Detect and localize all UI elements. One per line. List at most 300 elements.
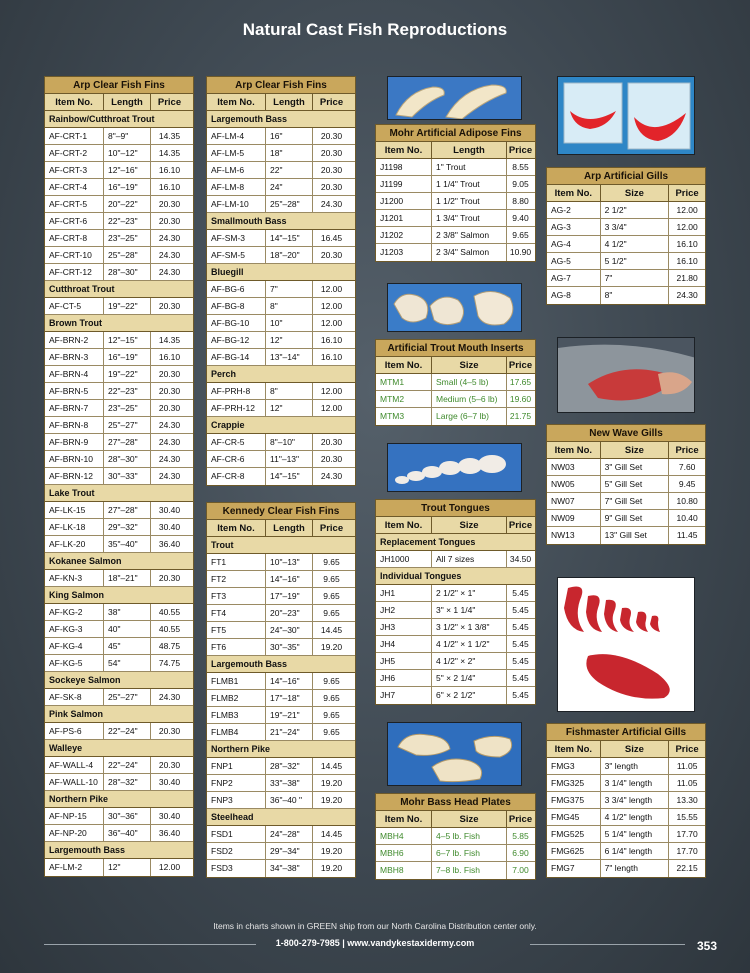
item-number: FNP3 bbox=[207, 792, 266, 808]
item-price: 10.40 bbox=[676, 513, 698, 523]
item-size: 9" Gill Set bbox=[601, 510, 670, 526]
table-row bbox=[45, 638, 193, 655]
item-number: MBH6 bbox=[376, 845, 432, 861]
item-size: 18"–21" bbox=[104, 570, 151, 586]
table-row bbox=[45, 502, 193, 519]
item-size: 4 1/2" bbox=[601, 236, 670, 252]
footer-shipping-note: Items in charts shown in GREEN ship from our North Carolina Distribution center only. bbox=[213, 921, 537, 931]
item-number: AF-LM-4 bbox=[207, 128, 266, 144]
item-number: AF-CRT-3 bbox=[45, 162, 104, 178]
table-row bbox=[207, 196, 355, 213]
table-row bbox=[45, 179, 193, 196]
column-header: Item No. bbox=[376, 357, 432, 373]
item-size: 1 1/4" Trout bbox=[432, 176, 507, 192]
item-price: 24.30 bbox=[676, 290, 698, 300]
species-subheader: Walleye bbox=[45, 740, 193, 757]
table-row bbox=[376, 176, 535, 193]
table-row bbox=[376, 862, 535, 879]
item-size: 12" bbox=[266, 400, 313, 416]
item-number: AF-WALL-4 bbox=[45, 757, 104, 773]
item-price: 14.45 bbox=[320, 761, 343, 771]
item-number: MTM1 bbox=[376, 374, 432, 390]
species-subheader: Steelhead bbox=[207, 809, 355, 826]
item-size: 11"–13" bbox=[266, 451, 313, 467]
table-header-row bbox=[207, 520, 355, 537]
footer-contact: 1-800-279-7985 | www.vandykestaxidermy.com bbox=[275, 938, 475, 948]
item-size: 10"–13" bbox=[266, 554, 313, 570]
item-price: 20.30 bbox=[158, 726, 181, 736]
item-number: AF-BRN-5 bbox=[45, 383, 104, 399]
item-price: 20.30 bbox=[320, 148, 343, 158]
item-number: AF-BRN-4 bbox=[45, 366, 104, 382]
item-price: 20.30 bbox=[158, 369, 181, 379]
item-number: AF-LM-2 bbox=[45, 859, 104, 876]
item-price: 14.35 bbox=[158, 335, 181, 345]
item-size: 4 1/2" × 1 1/2" bbox=[432, 636, 507, 652]
species-subheader: Northern Pike bbox=[45, 791, 193, 808]
table-row bbox=[207, 179, 355, 196]
item-size: 17"–18" bbox=[266, 690, 313, 706]
column-header: Size bbox=[601, 741, 670, 757]
item-number: AF-CRT-12 bbox=[45, 264, 104, 280]
species-subheader: Sockeye Salmon bbox=[45, 672, 193, 689]
species-subheader: King Salmon bbox=[45, 587, 193, 604]
item-size: 22"–23" bbox=[104, 383, 151, 399]
item-size: 17"–19" bbox=[266, 588, 313, 604]
table-row bbox=[376, 687, 535, 704]
item-price: 5.45 bbox=[512, 622, 529, 632]
item-size: 36"–40 " bbox=[266, 792, 313, 808]
item-size: 25"–27" bbox=[104, 417, 151, 433]
item-number: AF-CRT-8 bbox=[45, 230, 104, 246]
item-price: 20.30 bbox=[320, 182, 343, 192]
item-size: 7" bbox=[266, 281, 313, 297]
item-number: J1203 bbox=[376, 244, 432, 261]
table-row bbox=[45, 366, 193, 383]
item-number: JH4 bbox=[376, 636, 432, 652]
item-price: 24.30 bbox=[158, 233, 181, 243]
table-row bbox=[207, 758, 355, 775]
table-header-row bbox=[547, 442, 705, 459]
item-price: 5.45 bbox=[512, 673, 529, 683]
column-header: Size bbox=[601, 442, 670, 458]
item-price: 16.10 bbox=[676, 239, 698, 249]
column-header: Size bbox=[432, 517, 507, 533]
table-row bbox=[547, 510, 705, 527]
item-price: 24.30 bbox=[320, 471, 343, 481]
species-subheader: Smallmouth Bass bbox=[207, 213, 355, 230]
item-size: 38" bbox=[104, 604, 151, 620]
column-header: Size bbox=[432, 811, 507, 827]
item-size: 3 1/4" length bbox=[601, 775, 670, 791]
column-header: Price bbox=[157, 97, 182, 108]
item-price: 19.20 bbox=[320, 795, 343, 805]
item-number: NW09 bbox=[547, 510, 601, 526]
column-header: Item No. bbox=[547, 185, 601, 201]
table-row bbox=[376, 636, 535, 653]
item-number: MTM2 bbox=[376, 391, 432, 407]
table-row bbox=[45, 825, 193, 842]
item-size: 14"–15" bbox=[266, 468, 313, 485]
column-header: Price bbox=[508, 360, 533, 371]
item-size: 7–8 lb. Fish bbox=[432, 862, 507, 879]
column-header: Length bbox=[266, 520, 313, 536]
item-price: 20.30 bbox=[158, 199, 181, 209]
table-row bbox=[207, 281, 355, 298]
item-size: 21"–24" bbox=[266, 724, 313, 740]
item-price: 5.45 bbox=[512, 656, 529, 666]
item-size: 2 1/2" bbox=[601, 202, 670, 218]
table-header-row bbox=[376, 142, 535, 159]
item-price: 5.45 bbox=[512, 639, 529, 649]
item-number: NW05 bbox=[547, 476, 601, 492]
item-number: AF-BRN-7 bbox=[45, 400, 104, 416]
table-header-row bbox=[376, 811, 535, 828]
item-size: 33"–38" bbox=[266, 775, 313, 791]
column-header: Length bbox=[104, 94, 151, 110]
item-price: 12.00 bbox=[320, 403, 343, 413]
item-price: 30.40 bbox=[158, 811, 181, 821]
column-header: Price bbox=[508, 145, 533, 156]
page-title: Natural Cast Fish Reproductions bbox=[242, 20, 508, 39]
item-size: 3 3/4" length bbox=[601, 792, 670, 808]
item-size: 7" length bbox=[601, 860, 670, 877]
item-price: 24.30 bbox=[158, 267, 181, 277]
item-price: 12.00 bbox=[676, 205, 698, 215]
item-number: AG-5 bbox=[547, 253, 601, 269]
table-row bbox=[45, 723, 193, 740]
item-number: AG-3 bbox=[547, 219, 601, 235]
column-header: Price bbox=[675, 445, 699, 456]
item-size: 54" bbox=[104, 655, 151, 671]
table-row bbox=[547, 527, 705, 544]
table-row bbox=[207, 605, 355, 622]
item-size: 8" bbox=[266, 298, 313, 314]
table-header-row bbox=[547, 185, 705, 202]
table-row bbox=[207, 826, 355, 843]
item-number: AF-KN-3 bbox=[45, 570, 104, 586]
item-size: 30"–35" bbox=[266, 639, 313, 655]
table-arp-clear-fish-fins-2 bbox=[206, 76, 356, 486]
table-row bbox=[547, 843, 705, 860]
table-row bbox=[376, 408, 535, 425]
head-plates-image bbox=[387, 722, 522, 786]
item-size: 7" Gill Set bbox=[601, 493, 670, 509]
item-number: AF-LK-15 bbox=[45, 502, 104, 518]
item-price: 8.55 bbox=[512, 162, 529, 172]
item-price: 9.45 bbox=[678, 479, 696, 489]
item-number: FSD1 bbox=[207, 826, 266, 842]
item-price: 9.05 bbox=[512, 179, 529, 189]
item-number: AF-BG-8 bbox=[207, 298, 266, 314]
table-row bbox=[376, 845, 535, 862]
item-size: 20"–23" bbox=[266, 605, 313, 621]
item-price: 16.10 bbox=[158, 165, 181, 175]
table-title: Trout Tongues bbox=[376, 500, 535, 517]
item-size: 8" bbox=[601, 287, 670, 304]
item-number: MTM3 bbox=[376, 408, 432, 425]
item-price: 20.30 bbox=[320, 250, 343, 260]
table-row bbox=[45, 332, 193, 349]
item-size: 3" length bbox=[601, 758, 670, 774]
item-number: AF-CR-8 bbox=[207, 468, 266, 485]
table-header-row bbox=[376, 357, 535, 374]
item-size: 14"–16" bbox=[266, 673, 313, 689]
table-row bbox=[547, 236, 705, 253]
item-number: JH1000 bbox=[376, 551, 432, 567]
table-row bbox=[547, 493, 705, 510]
table-row bbox=[207, 724, 355, 741]
item-price: 21.80 bbox=[676, 273, 698, 283]
item-number: FMG7 bbox=[547, 860, 601, 877]
page-number: 353 bbox=[697, 939, 718, 953]
item-number: FLMB2 bbox=[207, 690, 266, 706]
item-price: 16.10 bbox=[320, 335, 343, 345]
table-row bbox=[207, 860, 355, 877]
item-price: 24.30 bbox=[158, 437, 181, 447]
item-price: 19.20 bbox=[320, 863, 343, 873]
item-number: AG-7 bbox=[547, 270, 601, 286]
red-gills-image bbox=[557, 577, 695, 712]
species-subheader: Largemouth Bass bbox=[207, 656, 355, 673]
table-row bbox=[376, 227, 535, 244]
item-size: 6 1/4" length bbox=[601, 843, 670, 859]
table-row bbox=[207, 588, 355, 605]
table-row bbox=[45, 604, 193, 621]
item-price: 11.05 bbox=[676, 761, 698, 771]
item-number: FMG625 bbox=[547, 843, 601, 859]
item-size: 28"–32" bbox=[104, 774, 151, 790]
species-subheader: Pink Salmon bbox=[45, 706, 193, 723]
table-row bbox=[207, 162, 355, 179]
table-row bbox=[547, 287, 705, 304]
item-size: 16"–19" bbox=[104, 179, 151, 195]
table-row bbox=[207, 298, 355, 315]
item-number: AF-CR-5 bbox=[207, 434, 266, 450]
item-number: FT4 bbox=[207, 605, 266, 621]
item-price: 12.00 bbox=[320, 386, 343, 396]
species-subheader: Rainbow/Cutthroat Trout bbox=[45, 111, 193, 128]
table-title: Arp Artificial Gills bbox=[547, 168, 705, 185]
item-size: 1 3/4" Trout bbox=[432, 210, 507, 226]
item-number: FT1 bbox=[207, 554, 266, 570]
table-row bbox=[45, 536, 193, 553]
item-size: 6–7 lb. Fish bbox=[432, 845, 507, 861]
table-row bbox=[207, 554, 355, 571]
item-size: 30"–36" bbox=[104, 808, 151, 824]
item-price: 48.75 bbox=[158, 641, 181, 651]
item-size: 12" bbox=[104, 859, 151, 876]
item-price: 9.65 bbox=[323, 608, 340, 618]
item-number: FSD3 bbox=[207, 860, 266, 877]
item-number: AF-KG-4 bbox=[45, 638, 104, 654]
item-size: 28"–32" bbox=[266, 758, 313, 774]
table-row bbox=[45, 621, 193, 638]
item-size: 30"–33" bbox=[104, 468, 151, 484]
table-header-row bbox=[45, 94, 193, 111]
column-header: Price bbox=[319, 523, 344, 534]
item-number: AF-PRH-12 bbox=[207, 400, 266, 416]
item-number: JH3 bbox=[376, 619, 432, 635]
table-row bbox=[45, 264, 193, 281]
item-price: 14.35 bbox=[158, 148, 181, 158]
item-size: 14"–15" bbox=[266, 230, 313, 246]
item-price: 17.65 bbox=[509, 377, 532, 387]
table-row bbox=[45, 774, 193, 791]
item-price: 24.30 bbox=[158, 250, 181, 260]
item-number: AF-PRH-8 bbox=[207, 383, 266, 399]
column-header: Size bbox=[432, 357, 507, 373]
item-size: 13" Gill Set bbox=[601, 527, 670, 544]
mouth-inserts-image bbox=[387, 283, 522, 332]
table-row bbox=[45, 383, 193, 400]
item-price: 9.65 bbox=[323, 557, 340, 567]
item-number: NW07 bbox=[547, 493, 601, 509]
item-price: 20.30 bbox=[158, 301, 181, 311]
item-size: 34"–38" bbox=[266, 860, 313, 877]
item-price: 12.00 bbox=[320, 318, 343, 328]
item-price: 22.15 bbox=[676, 863, 698, 873]
table-row bbox=[45, 468, 193, 485]
item-size: 16" bbox=[266, 128, 313, 144]
item-size: 5 1/4" length bbox=[601, 826, 670, 842]
item-size: 5" Gill Set bbox=[601, 476, 670, 492]
item-number: AF-CR-6 bbox=[207, 451, 266, 467]
item-number: AF-CRT-1 bbox=[45, 128, 104, 144]
item-size: 4–5 lb. Fish bbox=[432, 828, 507, 844]
item-number: AF-SM-5 bbox=[207, 247, 266, 263]
table-row bbox=[547, 860, 705, 877]
item-price: 14.35 bbox=[158, 131, 181, 141]
table-title: Mohr Bass Head Plates bbox=[376, 794, 535, 811]
table-row bbox=[207, 349, 355, 366]
item-number: AF-BRN-12 bbox=[45, 468, 104, 484]
item-number: FT3 bbox=[207, 588, 266, 604]
item-price: 20.30 bbox=[320, 165, 343, 175]
item-price: 15.55 bbox=[676, 812, 698, 822]
item-price: 10.90 bbox=[509, 247, 532, 257]
table-trout-tongues bbox=[375, 499, 536, 705]
item-price: 19.60 bbox=[509, 394, 532, 404]
item-size: 28"–30" bbox=[104, 264, 151, 280]
table-row bbox=[376, 159, 535, 176]
item-price: 19.20 bbox=[320, 642, 343, 652]
table-row bbox=[45, 298, 193, 315]
table-row bbox=[207, 571, 355, 588]
table-row bbox=[547, 792, 705, 809]
item-size: 23"–25" bbox=[104, 230, 151, 246]
item-number: AG-8 bbox=[547, 287, 601, 304]
item-price: 6.90 bbox=[512, 848, 529, 858]
item-size: 1" Trout bbox=[432, 159, 507, 175]
item-size: 16"–19" bbox=[104, 349, 151, 365]
item-number: AF-PS-6 bbox=[45, 723, 104, 739]
table-row bbox=[376, 828, 535, 845]
table-row bbox=[207, 690, 355, 707]
item-price: 20.30 bbox=[320, 454, 343, 464]
item-size: 29"–32" bbox=[104, 519, 151, 535]
gill-install-image bbox=[557, 337, 695, 413]
item-size: 10" bbox=[266, 315, 313, 331]
item-number: AF-LK-18 bbox=[45, 519, 104, 535]
item-price: 9.65 bbox=[512, 230, 529, 240]
item-size: All 7 sizes bbox=[432, 551, 507, 567]
item-number: AF-BG-6 bbox=[207, 281, 266, 297]
table-row bbox=[376, 374, 535, 391]
column-header: Item No. bbox=[376, 811, 432, 827]
species-subheader: Trout bbox=[207, 537, 355, 554]
table-title: Kennedy Clear Fish Fins bbox=[207, 503, 355, 520]
table-row bbox=[45, 451, 193, 468]
table-row bbox=[45, 434, 193, 451]
item-number: J1199 bbox=[376, 176, 432, 192]
item-number: AF-LM-5 bbox=[207, 145, 266, 161]
column-header: Item No. bbox=[376, 142, 432, 158]
item-number: AF-BRN-9 bbox=[45, 434, 104, 450]
item-size: 14"–16" bbox=[266, 571, 313, 587]
table-row bbox=[207, 247, 355, 264]
item-size: 18" bbox=[266, 145, 313, 161]
column-header: Item No. bbox=[547, 442, 601, 458]
item-number: J1198 bbox=[376, 159, 432, 175]
item-price: 30.40 bbox=[158, 505, 181, 515]
item-size: 25"–27" bbox=[104, 689, 151, 705]
item-size: 5 1/2" bbox=[601, 253, 670, 269]
table-row bbox=[45, 247, 193, 264]
item-number: FNP1 bbox=[207, 758, 266, 774]
item-price: 20.30 bbox=[320, 131, 343, 141]
column-header: Price bbox=[675, 744, 699, 755]
table-row bbox=[45, 196, 193, 213]
species-subheader: Brown Trout bbox=[45, 315, 193, 332]
item-size: 6" × 2 1/2" bbox=[432, 687, 507, 704]
item-number: AF-KG-2 bbox=[45, 604, 104, 620]
item-size: 19"–22" bbox=[104, 366, 151, 382]
item-size: 4 1/2" length bbox=[601, 809, 670, 825]
table-row bbox=[207, 332, 355, 349]
table-row bbox=[207, 145, 355, 162]
item-number: AF-LM-8 bbox=[207, 179, 266, 195]
item-price: 20.30 bbox=[158, 386, 181, 396]
table-title: Artificial Trout Mouth Inserts bbox=[376, 340, 535, 357]
item-price: 24.30 bbox=[158, 692, 181, 702]
item-number: MBH4 bbox=[376, 828, 432, 844]
item-size: 3 3/4" bbox=[601, 219, 670, 235]
species-subheader: Crappie bbox=[207, 417, 355, 434]
table-row bbox=[376, 210, 535, 227]
item-number: FMG525 bbox=[547, 826, 601, 842]
item-size: 8"–10" bbox=[266, 434, 313, 450]
item-price: 7.60 bbox=[678, 462, 696, 472]
table-row bbox=[547, 758, 705, 775]
table-row bbox=[376, 551, 535, 568]
item-number: FMG375 bbox=[547, 792, 601, 808]
item-size: 22"–23" bbox=[104, 213, 151, 229]
species-subheader: Individual Tongues bbox=[376, 568, 535, 585]
item-number: FLMB4 bbox=[207, 724, 266, 740]
item-price: 9.65 bbox=[323, 727, 340, 737]
item-number: AF-CT-5 bbox=[45, 298, 104, 314]
item-price: 13.30 bbox=[676, 795, 698, 805]
table-header-row bbox=[547, 741, 705, 758]
item-size: 24"–30" bbox=[266, 622, 313, 638]
item-number: AF-CRT-6 bbox=[45, 213, 104, 229]
table-row bbox=[45, 570, 193, 587]
table-row bbox=[547, 270, 705, 287]
table-row bbox=[376, 244, 535, 261]
table-row bbox=[207, 707, 355, 724]
table-mohr-adipose-fins bbox=[375, 124, 536, 262]
